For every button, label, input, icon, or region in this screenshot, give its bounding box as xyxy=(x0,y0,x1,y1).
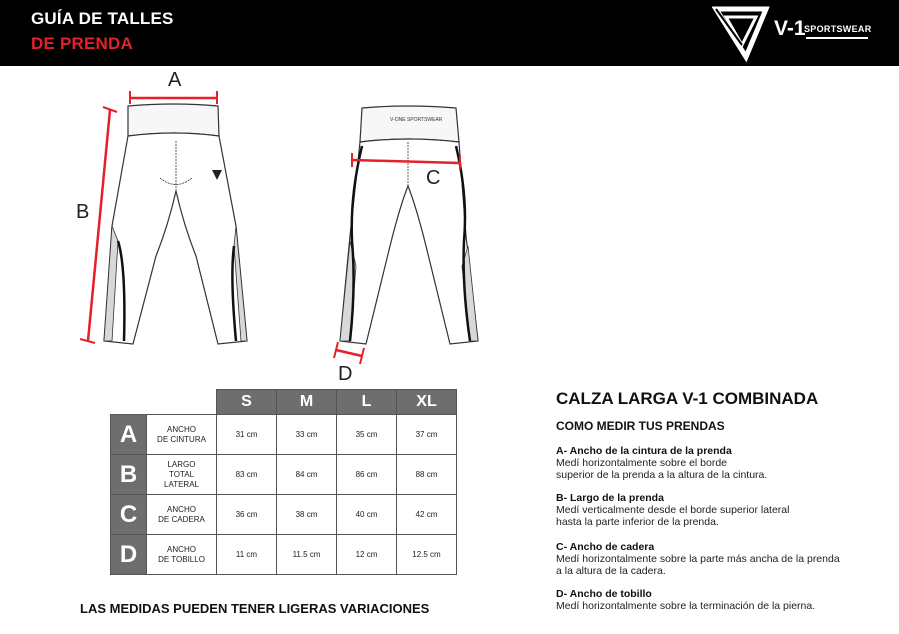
table-cell: 86 cm xyxy=(337,455,397,495)
table-cell: 38 cm xyxy=(277,495,337,535)
row-letter: D xyxy=(111,535,147,575)
label-a: A xyxy=(168,69,182,91)
instructions-heading: COMO MEDIR TUS PRENDAS xyxy=(556,419,725,433)
brand-sub: SPORTSWEAR xyxy=(804,24,872,34)
brand-underline xyxy=(806,37,868,39)
table-cell: 12.5 cm xyxy=(397,535,457,575)
size-xl-header: XL xyxy=(397,390,457,415)
front-view xyxy=(76,69,247,344)
table-cell: 11.5 cm xyxy=(277,535,337,575)
table-row xyxy=(111,455,457,495)
row-letter: C xyxy=(111,495,147,535)
table-cell: 31 cm xyxy=(217,415,277,455)
label-c: C xyxy=(426,167,441,189)
row-desc: ANCHO DE CADERA xyxy=(147,495,217,535)
measure-item-a: A- Ancho de la cintura de la prenda Medí horizontalmente sobre el borde superior de la prenda a la altura de la cintura. xyxy=(556,445,768,481)
row-desc: ANCHO DE CINTURA xyxy=(147,415,217,455)
size-l-header: L xyxy=(337,390,397,415)
variation-note: LAS MEDIDAS PUEDEN TENER LIGERAS VARIACIONES xyxy=(80,601,430,616)
measure-item-b: B- Largo de la prenda Medí verticalmente desde el borde superior lateral hasta la parte inferior de la prenda. xyxy=(556,492,790,528)
size-m-header: M xyxy=(277,390,337,415)
table-cell: 83 cm xyxy=(217,455,277,495)
waistband-text: V-ONE SPORTSWEAR xyxy=(390,117,443,123)
table-cell: 33 cm xyxy=(277,415,337,455)
product-title: CALZA LARGA V-1 COMBINADA xyxy=(556,389,819,408)
label-d: D xyxy=(338,363,353,385)
size-table xyxy=(110,389,457,575)
row-desc: ANCHO DE TOBILLO xyxy=(147,535,217,575)
table-cell: 35 cm xyxy=(337,415,397,455)
table-cell: 84 cm xyxy=(277,455,337,495)
size-s-header: S xyxy=(217,390,277,415)
table-row xyxy=(111,535,457,575)
table-cell: 36 cm xyxy=(217,495,277,535)
row-letter: A xyxy=(111,415,147,455)
label-b: B xyxy=(76,201,90,223)
row-letter: B xyxy=(111,455,147,495)
row-desc: LARGO TOTAL LATERAL xyxy=(147,455,217,495)
brand-name: V-1 xyxy=(774,17,806,40)
back-view xyxy=(334,106,478,385)
table-cell: 42 cm xyxy=(397,495,457,535)
table-cell: 11 cm xyxy=(217,535,277,575)
table-cell: 37 cm xyxy=(397,415,457,455)
table-cell: 88 cm xyxy=(397,455,457,495)
page-title: GUÍA DE TALLES xyxy=(31,9,174,28)
table-row xyxy=(111,495,457,535)
table-cell: 40 cm xyxy=(337,495,397,535)
table-row xyxy=(111,415,457,455)
table-header-row xyxy=(111,390,457,415)
measure-item-c: C- Ancho de cadera Medí horizontalmente sobre la parte más ancha de la prenda a la altura de la cadera. xyxy=(556,541,840,577)
measure-item-d: D- Ancho de tobillo Medí horizontalmente sobre la terminación de la pierna. xyxy=(556,588,816,612)
garment-diagram xyxy=(0,66,560,386)
page-subtitle: DE PRENDA xyxy=(31,34,133,53)
header-bar xyxy=(0,0,899,66)
table-cell: 12 cm xyxy=(337,535,397,575)
